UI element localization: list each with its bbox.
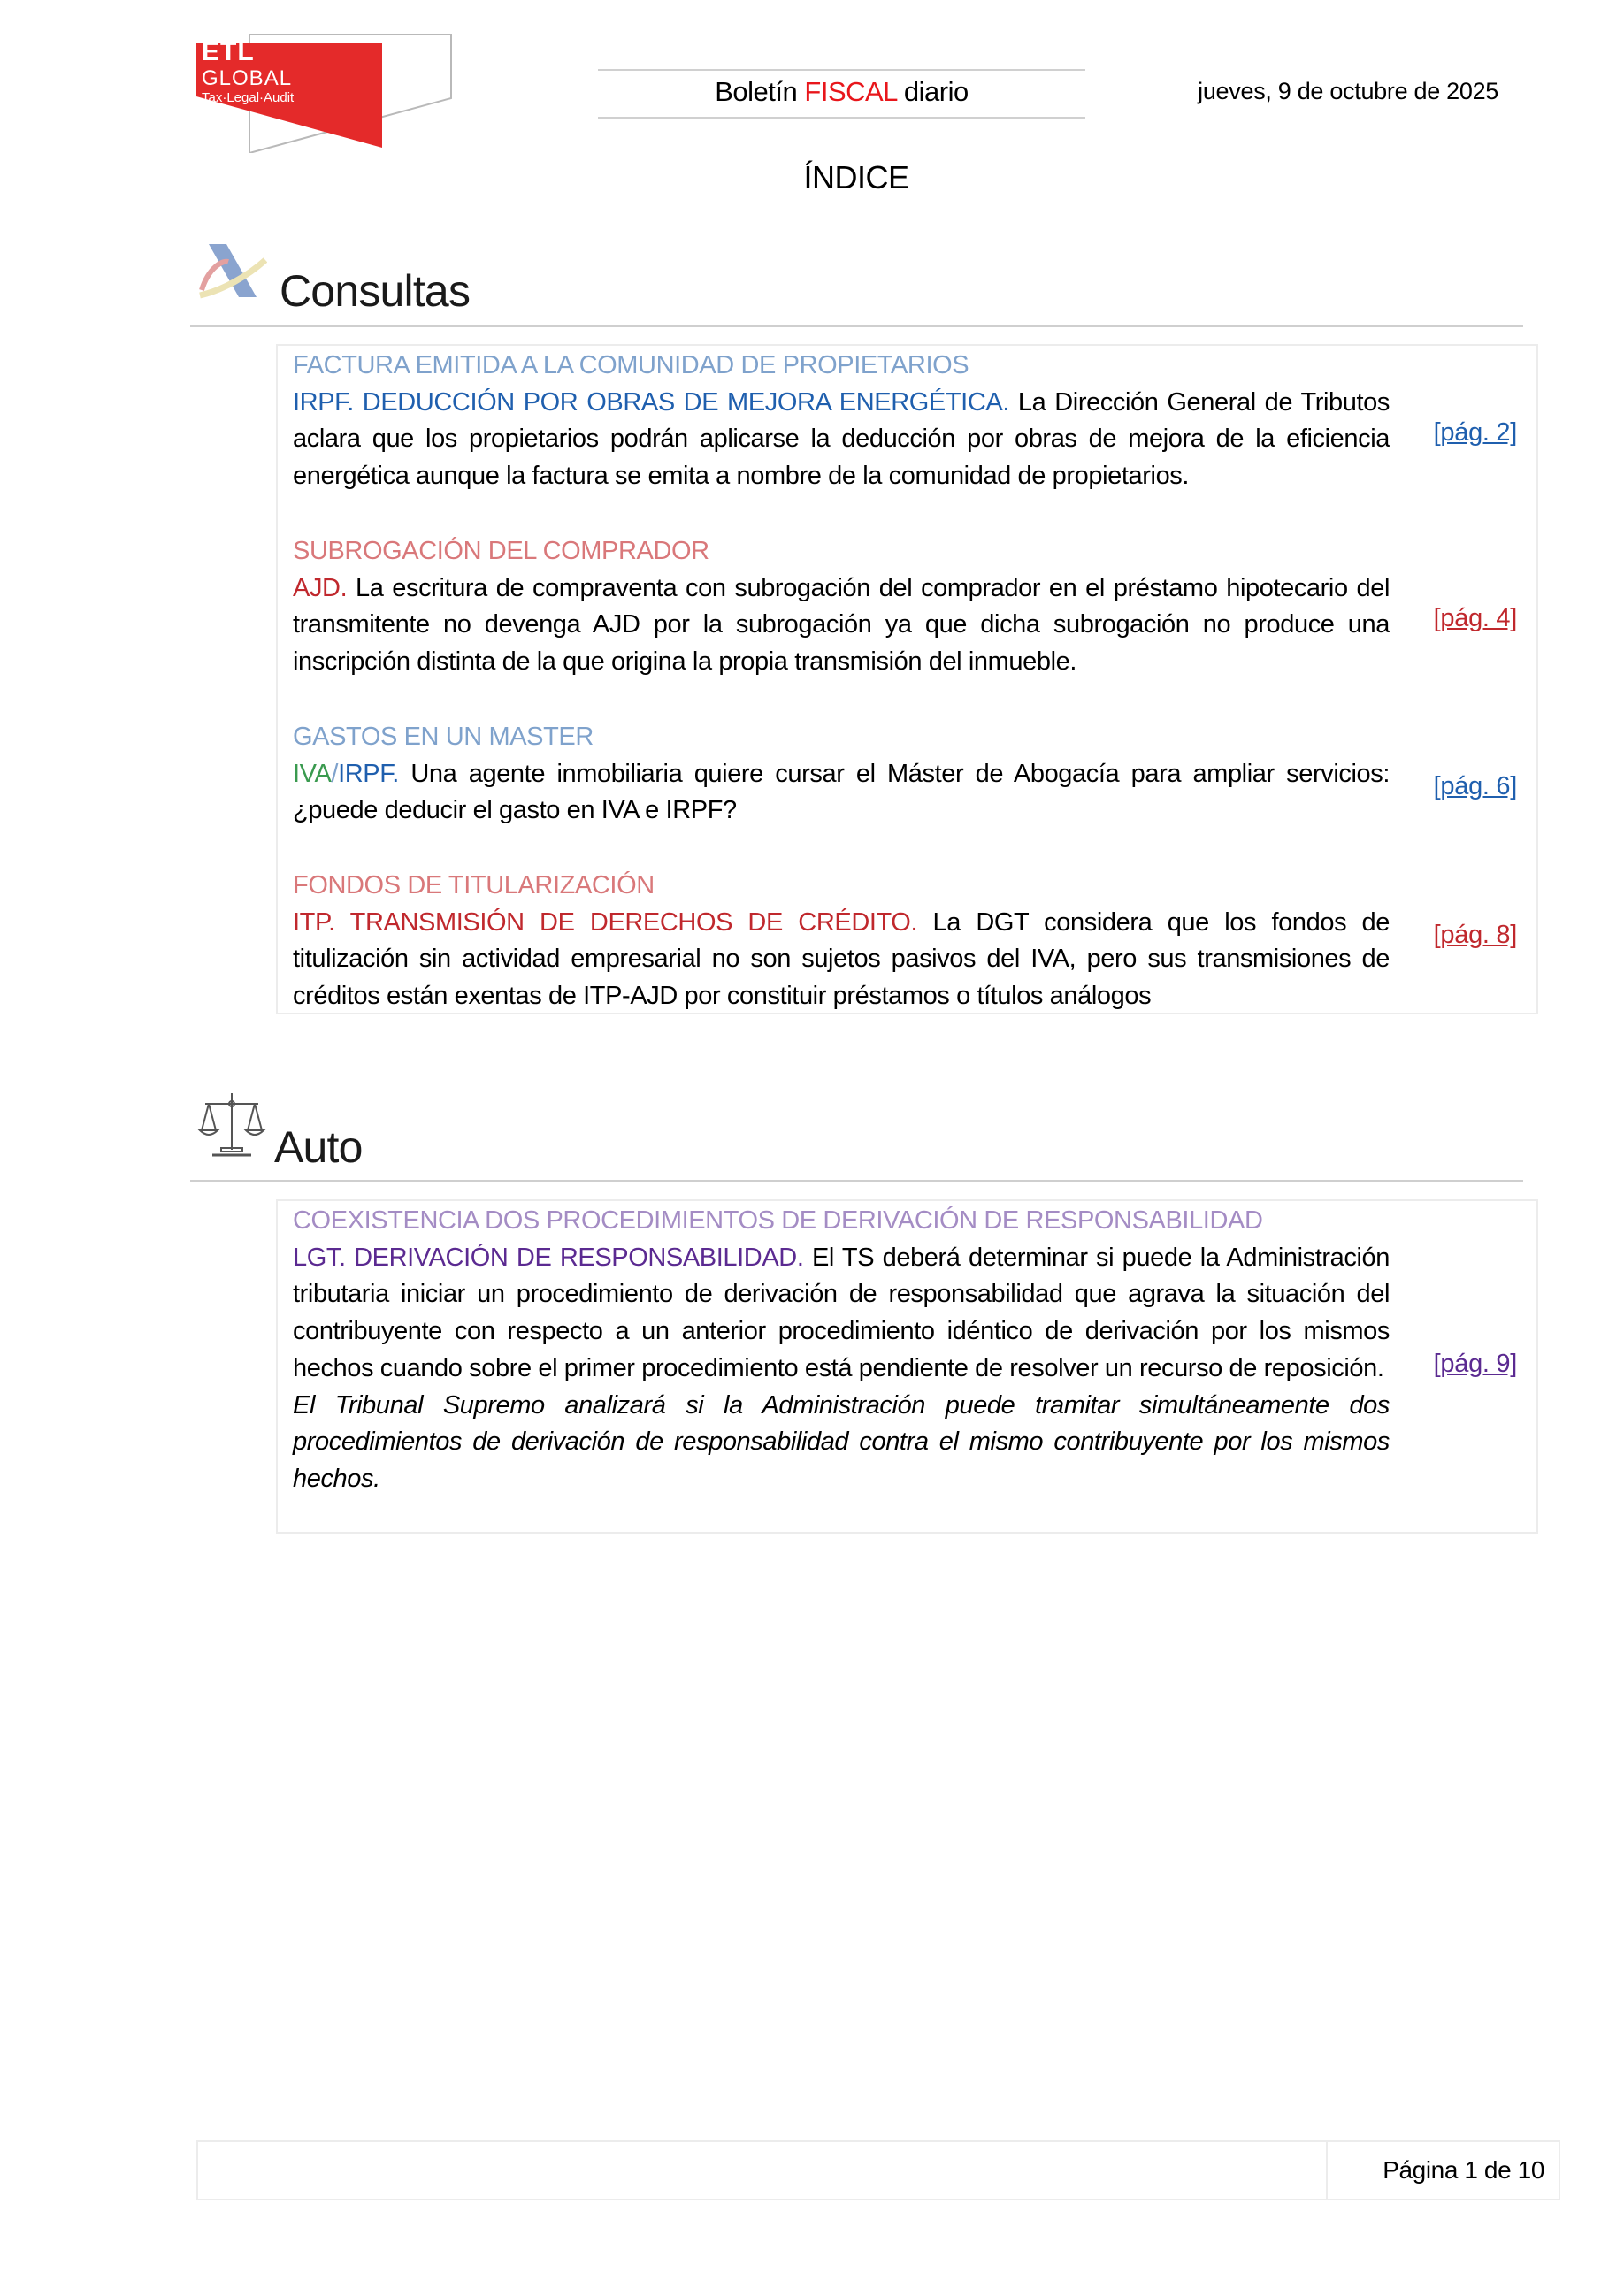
consultas-entry (293, 868, 1390, 1015)
entry-tag: AJD. (293, 573, 348, 602)
header-rule-top (598, 69, 1085, 71)
entry-tag: IRPF. DEDUCCIÓN POR OBRAS DE MEJORA ENERGÉTICA. (293, 387, 1009, 417)
bulletin-date: jueves, 9 de octubre de 2025 (1198, 78, 1498, 104)
section-title-auto: Auto (274, 1122, 363, 1172)
etl-global-logo (196, 29, 462, 153)
auto-entries-box (276, 1199, 1538, 1534)
entry-summary: Una agente inmobiliaria quiere cursar el Máster de Abogacía para ampliar servicios: ¿puede deducir el gasto en IVA e IRPF? (293, 759, 1390, 825)
entry-summary: El TS deberá determinar si puede la Administración tributaria iniciar un procedimiento de derivación de responsabilidad que agrava la situación del contribuyente con respecto a un anterior procedimiento idéntico de derivación por los mismos hechos cuando sobre el primer procedimiento está pendiente de resolver un recurso de reposición. (293, 1243, 1390, 1382)
bulletin-title-prefix: Boletín (715, 76, 798, 107)
bulletin-title-accent: FISCAL (804, 76, 897, 107)
logo-tagline: Tax·Legal·Audit (202, 90, 295, 105)
entry-tag-separator: / (331, 759, 339, 788)
entry-kicker: GASTOS EN UN MASTER (293, 723, 594, 751)
page-link-9[interactable]: [pág. 9] (1433, 1350, 1517, 1378)
consultas-entry (293, 348, 1390, 495)
auto-entry (293, 1203, 1390, 1498)
consultas-entries-box (276, 344, 1538, 1014)
consultas-entry (293, 719, 1390, 830)
section-rule-consultas (190, 325, 1523, 327)
entry-italic-note: El Tribunal Supremo analizará si la Administración puede tramitar simultáneamente dos procedimientos de derivación de responsabilidad contra el mismo contribuyente por los mismos hechos. (293, 1390, 1390, 1493)
index-title: ÍNDICE (803, 159, 909, 195)
bulletin-title (598, 76, 1085, 108)
section-rule-auto (190, 1180, 1523, 1182)
page-number: Página 1 de 10 (1383, 2156, 1544, 2184)
entry-tag: ITP. TRANSMISIÓN DE DERECHOS DE CRÉDITO. (293, 907, 918, 937)
entry-kicker: FACTURA EMITIDA A LA COMUNIDAD DE PROPIETARIOS (293, 351, 969, 379)
entry-tag-irpf: IRPF. (338, 759, 399, 788)
header-rule-bottom (598, 117, 1085, 119)
logo-etl-text: ETL (202, 37, 255, 66)
page-link-8[interactable]: [pág. 8] (1433, 921, 1517, 949)
entry-summary: La escritura de compraventa con subrogación del comprador en el préstamo hipotecario del transmitente no devenga AJD por la subrogación ya que dicha subrogación no produce una inscripción distinta de la que origina la propia transmisión del inmueble. (293, 573, 1390, 677)
bulletin-title-suffix: diario (903, 76, 969, 107)
tax-agency-logo-icon (196, 241, 267, 304)
entry-kicker: COEXISTENCIA DOS PROCEDIMIENTOS DE DERIVACIÓN DE RESPONSABILIDAD (293, 1206, 1263, 1235)
consultas-entry (293, 533, 1390, 681)
page-footer (196, 2140, 1560, 2200)
entry-kicker: SUBROGACIÓN DEL COMPRADOR (293, 537, 709, 565)
scales-of-justice-icon (196, 1090, 267, 1160)
entry-summary: La DGT considera que los fondos de titulización sin actividad empresarial no son sujetos pasivos del IVA, pero sus transmisiones de créditos están exentas de ITP-AJD por constituir préstamos o títulos análogos (293, 907, 1390, 1011)
logo-global-text: GLOBAL (202, 66, 293, 90)
page-link-4[interactable]: [pág. 4] (1433, 604, 1517, 632)
entry-tag-iva: IVA (293, 759, 332, 788)
page-link-6[interactable]: [pág. 6] (1433, 772, 1517, 800)
section-title-consultas: Consultas (280, 266, 471, 316)
entry-summary: La Dirección General de Tributos aclara que los propietarios podrán aplicarse la deducción por obras de mejora de la eficiencia energética aunque la factura se emita a nombre de la comunidad de propietarios. (293, 387, 1390, 491)
page-link-2[interactable]: [pág. 2] (1433, 418, 1517, 447)
footer-divider (1326, 2142, 1328, 2199)
entry-tag: LGT. DERIVACIÓN DE RESPONSABILIDAD. (293, 1243, 804, 1272)
entry-kicker: FONDOS DE TITULARIZACIÓN (293, 871, 655, 899)
